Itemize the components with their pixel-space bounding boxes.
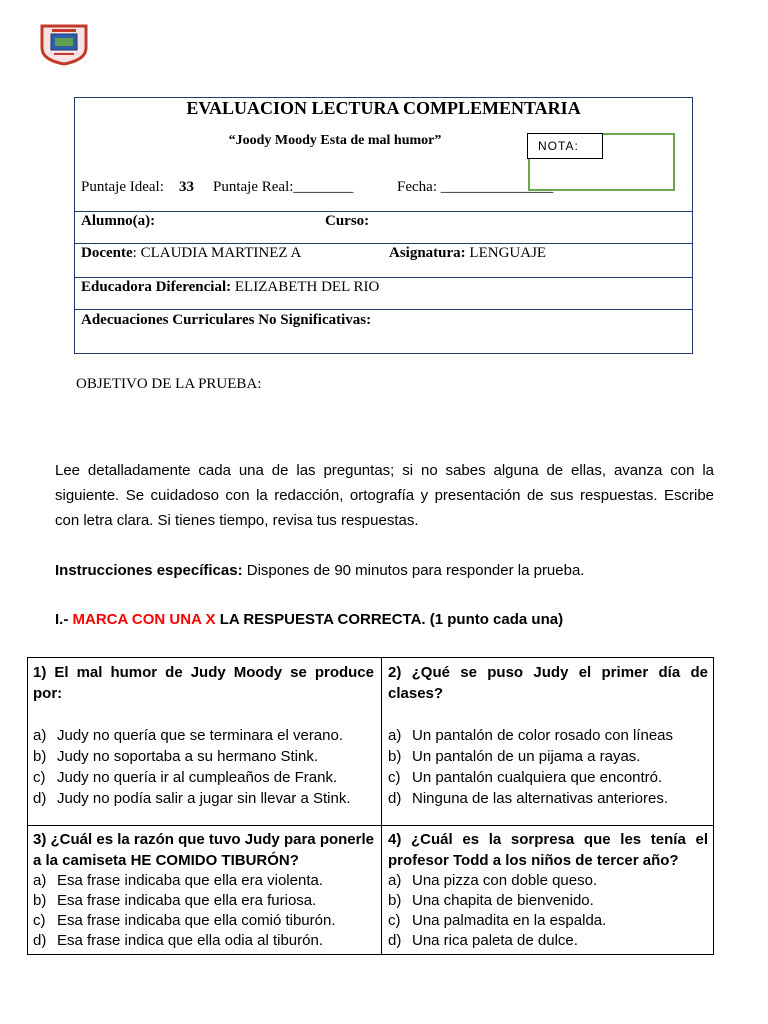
question-1-option-c[interactable] bbox=[33, 767, 374, 788]
option-key: a) bbox=[388, 872, 402, 889]
question-1-title: 1) El mal humor de Judy Moody se produce por: bbox=[33, 664, 374, 702]
puntaje-ideal-value: 33 bbox=[179, 179, 194, 195]
puntaje-ideal bbox=[81, 179, 164, 196]
educadora-row bbox=[75, 277, 692, 310]
question-1-option-b[interactable] bbox=[33, 746, 374, 767]
option-text: Un pantalón de color rosado con líneas bbox=[412, 727, 674, 744]
option-key: d) bbox=[388, 932, 402, 949]
adecuaciones-label: Adecuaciones Curriculares No Significativas: bbox=[81, 312, 372, 328]
option-key: c) bbox=[388, 912, 401, 929]
puntaje-ideal-label: Puntaje Ideal: bbox=[81, 179, 164, 195]
option-text: Esa frase indicaba que ella comió tiburón. bbox=[57, 912, 336, 929]
section-highlight: MARCA CON UNA X bbox=[72, 611, 216, 628]
option-text: Esa frase indicaba que ella era furiosa. bbox=[57, 892, 317, 909]
option-text: Judy no quería ir al cumpleaños de Frank. bbox=[57, 769, 338, 786]
educadora-label: Educadora Diferencial: bbox=[81, 279, 232, 295]
option-text: Una pizza con doble queso. bbox=[412, 872, 598, 889]
asignatura-value: LENGUAJE bbox=[465, 245, 547, 261]
nota-label: NOTA: bbox=[538, 139, 579, 153]
option-text: Esa frase indicaba que ella era violenta. bbox=[57, 872, 324, 889]
questions-table bbox=[27, 657, 714, 955]
option-key: a) bbox=[388, 727, 402, 744]
docente-label: Docente bbox=[81, 245, 133, 261]
option-key: b) bbox=[388, 892, 402, 909]
question-3-option-a[interactable] bbox=[33, 871, 374, 891]
option-key: d) bbox=[388, 790, 402, 807]
nota-label-box bbox=[527, 133, 603, 159]
book-title: “Joody Moody Esta de mal humor” bbox=[228, 133, 442, 148]
docente-value: : CLAUDIA MARTINEZ A bbox=[132, 245, 302, 261]
option-text: Ninguna de las alternativas anteriores. bbox=[412, 790, 668, 807]
option-key: a) bbox=[33, 727, 47, 744]
exam-title: EVALUACION LECTURA COMPLEMENTARIA bbox=[186, 98, 581, 118]
option-key: d) bbox=[33, 790, 47, 807]
puntaje-real-field[interactable]: Puntaje Real:________ bbox=[213, 179, 354, 195]
option-key: c) bbox=[33, 769, 46, 786]
option-key: b) bbox=[388, 748, 402, 765]
objetivo-label: OBJETIVO DE LA PRUEBA: bbox=[76, 376, 262, 392]
question-4-option-d[interactable] bbox=[388, 931, 708, 951]
question-3-option-d[interactable] bbox=[33, 931, 374, 951]
question-2-option-c[interactable] bbox=[388, 767, 708, 788]
adecuaciones-row bbox=[75, 309, 692, 354]
option-key: d) bbox=[33, 932, 47, 949]
question-2-option-b[interactable] bbox=[388, 746, 708, 767]
option-text: Judy no soportaba a su hermano Stink. bbox=[57, 748, 318, 765]
option-text: Judy no quería que se terminara el verano. bbox=[57, 727, 344, 744]
docente-row bbox=[75, 243, 692, 278]
section-heading bbox=[55, 611, 563, 628]
educadora-value: ELIZABETH DEL RIO bbox=[231, 279, 380, 295]
question-2 bbox=[388, 662, 708, 809]
option-text: Un pantalón de un pijama a rayas. bbox=[412, 748, 641, 765]
option-text: Judy no podía salir a jugar sin llevar a Stink. bbox=[57, 790, 351, 807]
general-instructions: Lee detalladamente cada una de las preguntas; si no sabes alguna de ellas, avanza con la siguiente. Se cuidadoso con la redacción, ortografía y presentación de sus respuestas. Escribe con letra clara. Si tienes tiempo, revisa tus respuestas. bbox=[55, 462, 714, 529]
school-logo bbox=[38, 22, 90, 66]
curso-label: Curso: bbox=[325, 213, 370, 229]
question-3-option-c[interactable] bbox=[33, 911, 374, 931]
option-text: Una palmadita en la espalda. bbox=[412, 912, 607, 929]
question-1 bbox=[33, 662, 374, 809]
option-key: b) bbox=[33, 748, 47, 765]
fecha-field[interactable]: Fecha: _______________ bbox=[397, 179, 554, 195]
option-key: b) bbox=[33, 892, 47, 909]
asignatura bbox=[389, 245, 546, 262]
option-key: c) bbox=[33, 912, 46, 929]
option-key: a) bbox=[33, 872, 47, 889]
specific-instructions-label: Instrucciones específicas: bbox=[55, 562, 243, 579]
question-2-title: 2) ¿Qué se puso Judy el primer día de clases? bbox=[388, 664, 708, 702]
alumno-row bbox=[75, 211, 692, 244]
question-1-option-d[interactable] bbox=[33, 788, 374, 809]
question-4-option-a[interactable] bbox=[388, 871, 708, 891]
option-text: Esa frase indica que ella odia al tiburón. bbox=[57, 932, 324, 949]
docente bbox=[81, 245, 301, 262]
educadora bbox=[81, 279, 379, 296]
question-1-option-a[interactable] bbox=[33, 725, 374, 746]
question-4-option-b[interactable] bbox=[388, 891, 708, 911]
asignatura-label: Asignatura: bbox=[389, 245, 466, 261]
header-box bbox=[74, 97, 693, 354]
table-vertical-divider bbox=[381, 658, 382, 954]
question-4-title: 4) ¿Cuál es la sorpresa que les tenía el profesor Todd a los niños de tercer año? bbox=[388, 831, 708, 869]
option-text: Una chapita de bienvenido. bbox=[412, 892, 594, 909]
table-horizontal-divider bbox=[28, 825, 713, 826]
question-3 bbox=[33, 829, 374, 951]
option-text: Un pantalón cualquiera que encontró. bbox=[412, 769, 663, 786]
section-prefix: I.- bbox=[55, 611, 73, 628]
option-key: c) bbox=[388, 769, 401, 786]
school-crest-icon bbox=[38, 22, 90, 66]
question-3-title: 3) ¿Cuál es la razón que tuvo Judy para ponerle a la camiseta HE COMIDO TIBURÓN? bbox=[33, 831, 374, 869]
question-2-option-d[interactable] bbox=[388, 788, 708, 809]
alumno-label: Alumno(a): bbox=[81, 213, 156, 229]
question-3-option-b[interactable] bbox=[33, 891, 374, 911]
section-rest: LA RESPUESTA CORRECTA. (1 punto cada una) bbox=[215, 611, 564, 628]
specific-instructions-text: Dispones de 90 minutos para responder la prueba. bbox=[242, 562, 585, 579]
question-4 bbox=[388, 829, 708, 951]
question-4-option-c[interactable] bbox=[388, 911, 708, 931]
specific-instructions bbox=[55, 562, 584, 579]
question-2-option-a[interactable] bbox=[388, 725, 708, 746]
option-text: Una rica paleta de dulce. bbox=[412, 932, 578, 949]
